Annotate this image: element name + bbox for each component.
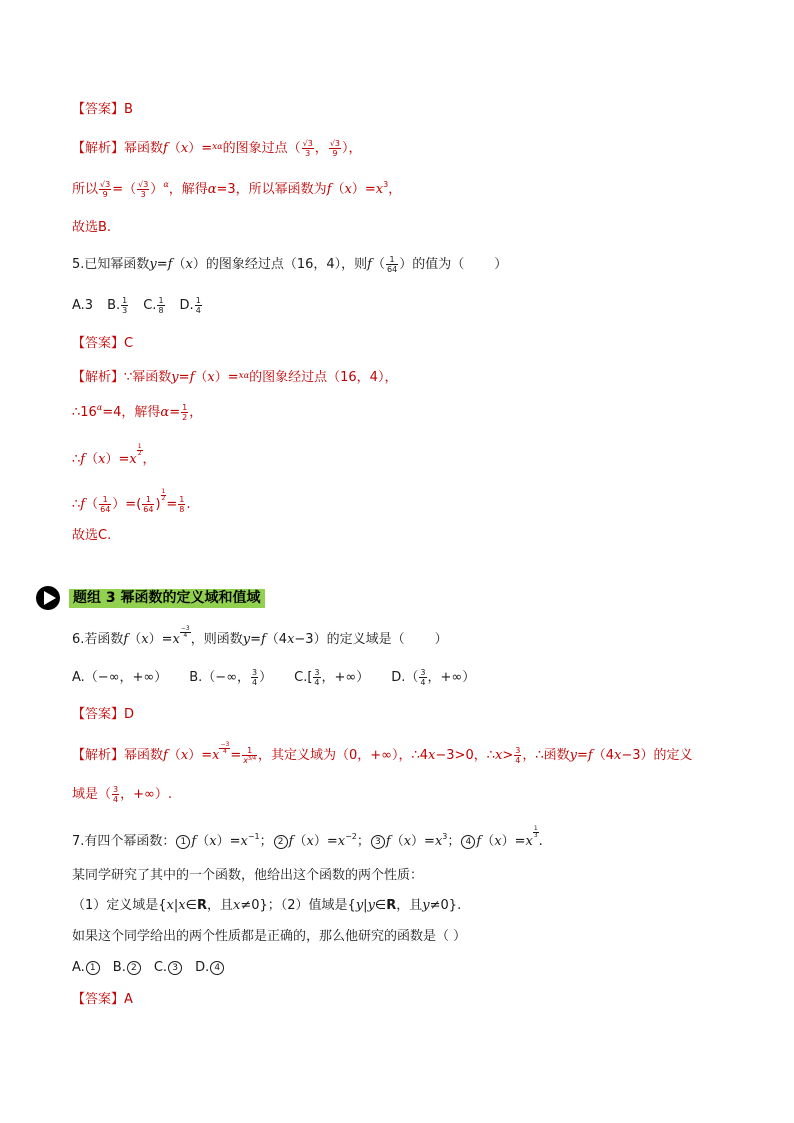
play-arrow-icon <box>35 585 61 611</box>
question-7-line-4: 如果这个同学给出的两个性质都是正确的，那么他研究的函数是（ ） <box>72 929 467 944</box>
option-b: B. 2 <box>113 960 142 975</box>
option-d: D. 4 <box>195 960 225 975</box>
analysis-line-5-1: 【解析】∵幂函数y=f（x）=$^{x\alpha}$的图象经过点（16，4）， <box>72 370 398 385</box>
analysis-label: 【解析】 <box>72 748 125 763</box>
question-5-stem: 5.已知幂函数y=f（x）的图象经过点（16，4），则f（ $\frac{1}{64}$ ）的值为（ ） <box>72 255 508 274</box>
analysis-line-5-3: ∴f（x）=x $\frac{1}{2}$ ， <box>72 443 156 467</box>
option-c: C. $\frac{1}{8}$ <box>143 296 164 315</box>
answer-label: 【答案】 <box>72 707 125 722</box>
option-b: B. $\frac{1}{3}$ <box>107 296 128 315</box>
analysis-label: 【解析】 <box>72 370 125 385</box>
answer-label: 【答案】 <box>72 992 125 1007</box>
option-a: A. 1 <box>72 960 101 975</box>
answer-value: A <box>124 992 133 1007</box>
answer-line-6 <box>72 705 134 725</box>
answer-value: C <box>124 336 134 351</box>
question-7-line-3: （1）定义域是{x|x∈R，且x≠0}；（2）值域是{y|y∈R，且y≠0}. <box>72 898 462 913</box>
answer-label: 【答案】 <box>72 336 125 351</box>
option-b: B.（−∞， $\frac{3}{4}$ ） <box>189 668 273 687</box>
question-6-options <box>72 668 475 688</box>
question-5-options <box>72 296 203 316</box>
analysis-line-6-2: 域是（ $\frac{3}{4}$ ，+∞）. <box>72 785 172 804</box>
analysis-line-5-5: 故选C. <box>72 528 112 543</box>
question-7-stem: 7.有四个幂函数： 1 $f(x)=x^{-1}$； 2 $f(x)=x^{-2}$； 3 $f(x)=x^3$； 4 f（x）=x $\frac{1}{3}$ . <box>72 825 543 849</box>
analysis-line-4-1: 【解析】幂函数f（x）=$^{x\alpha}$的图象过点（ $\frac{√3}{3}$ ， $\frac{√3}{9}$ ）， <box>72 139 362 158</box>
option-d: D.（ $\frac{3}{4}$ ，+∞） <box>391 668 476 687</box>
option-c: C.[ $\frac{3}{4}$ ，+∞） <box>294 668 370 687</box>
analysis-line-5-2: $\therefore 16^\alpha=4$，解得α= $\frac{1}{2}$ ， <box>72 403 203 422</box>
analysis-line-4-2: 所以 $\frac{√3}{9}$ =（ $\frac{√3}{3}$ ）$^\alpha$，解得α=3，所以幂函数为$f(x)=x^3$， <box>72 180 402 199</box>
question-6-stem: 6.若函数f（x）=x $\frac{-3}{4}$ ，则函数y=f（4x−3）的定义域是（ ） <box>72 625 448 647</box>
analysis-line-6-1: 【解析】幂函数f（x）=x $\frac{-3}{4}$ = $\frac{1}{x^{3/4}}$ ，其定义域为（0，+∞），∴4x−3>0，∴x> $\frac{3}{4}$ ，∴函数y=f（4x−3）的定义 <box>72 741 693 765</box>
analysis-label: 【解析】 <box>72 141 125 156</box>
answer-value: D <box>124 707 135 722</box>
analysis-line-5-4: ∴f（ $\frac{1}{64}$ ）=( $\frac{1}{64}$ ) $\frac{1}{2}$ = $\frac{1}{8}$ . <box>72 488 191 514</box>
answer-label: 【答案】 <box>72 102 125 117</box>
analysis-line-4-3: 故选B. <box>72 220 112 235</box>
section-title: 题组 3 幂函数的定义域和值域 <box>69 589 265 608</box>
option-a: A.3 <box>72 298 94 313</box>
option-a: A.（−∞，+∞） <box>72 670 168 685</box>
question-7-line-2: 某同学研究了其中的一个函数，他给出这个函数的两个性质： <box>72 868 424 883</box>
answer-line-4 <box>72 100 133 120</box>
answer-value: B <box>124 102 133 117</box>
answer-line-5 <box>72 334 133 354</box>
answer-line-7 <box>72 990 133 1010</box>
option-d: D. $\frac{1}{4}$ <box>179 296 201 315</box>
question-7-options <box>72 958 225 978</box>
option-c: C. 3 <box>154 960 183 975</box>
